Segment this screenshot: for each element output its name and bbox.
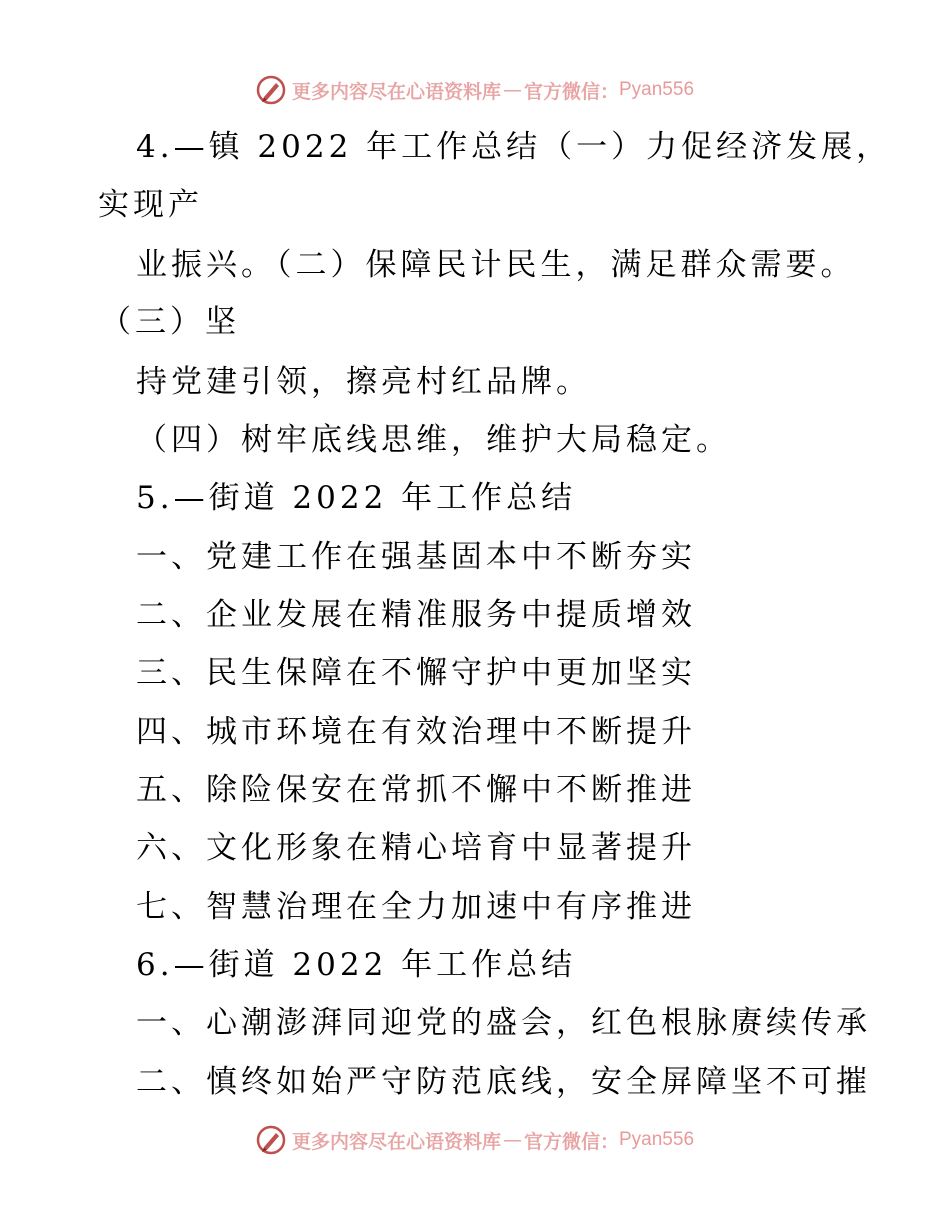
text-line: 一、心潮澎湃同迎党的盛会，红色根脉赓续传承	[136, 1005, 871, 1041]
text-line: 三、民生保障在不懈守护中更加坚实	[136, 655, 696, 691]
text-line: 一、党建工作在强基固本中不断夯实	[136, 539, 696, 575]
pen-logo-icon	[256, 75, 286, 105]
watermark-label: 官方微信：	[523, 80, 619, 103]
watermark-label: 官方微信：	[523, 1130, 619, 1153]
text-line: 4.—镇 2022 年工作总结（一）力促经济发展，	[136, 129, 892, 165]
text-line: （四）树牢底线思维，维护大局稳定。	[136, 422, 731, 458]
text-line: 五、除险保安在常抓不懈中不断推进	[136, 772, 696, 808]
text-line: 业振兴。（二）保障民计民生，满足群众需要。	[136, 247, 856, 283]
text-line: 四、城市环境在有效治理中不断提升	[136, 714, 696, 750]
watermark-site-text: 更多内容尽在心语资料库	[291, 80, 501, 103]
text-line: 5.—街道 2022 年工作总结	[136, 480, 577, 516]
watermark-header	[0, 72, 950, 108]
watermark-wechat-id: Pyan556	[619, 79, 695, 100]
text-line: 二、慎终如始严守防范底线，安全屏障坚不可摧	[136, 1064, 871, 1100]
watermark-wechat-id: Pyan556	[619, 1129, 695, 1150]
text-line: 二、企业发展在精准服务中提质增效	[136, 597, 696, 633]
watermark-footer	[0, 1122, 950, 1158]
watermark-separator: —	[502, 1129, 522, 1151]
text-line: 6.—街道 2022 年工作总结	[136, 947, 577, 983]
text-line: 持党建引领，擦亮村红品牌。	[136, 364, 591, 400]
text-line: （三）坚	[100, 304, 240, 340]
text-line: 实现产	[98, 187, 203, 223]
text-line: 六、文化形象在精心培育中显著提升	[136, 830, 696, 866]
watermark-separator: —	[502, 79, 522, 101]
watermark-site-text: 更多内容尽在心语资料库	[291, 1130, 501, 1153]
text-line: 七、智慧治理在全力加速中有序推进	[136, 889, 696, 925]
pen-logo-icon	[256, 1125, 286, 1155]
